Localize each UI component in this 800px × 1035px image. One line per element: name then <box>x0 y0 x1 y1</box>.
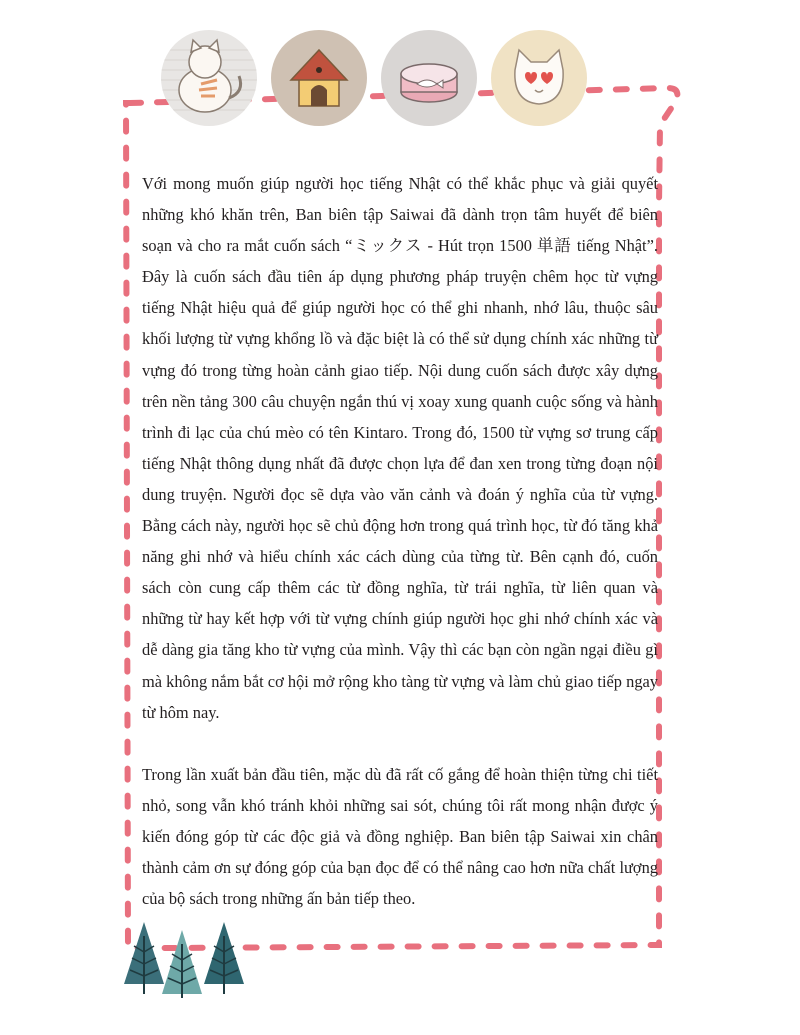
tree-icon <box>124 922 164 994</box>
heart-eyes-cat-icon <box>491 30 587 126</box>
preface-text <box>142 168 658 914</box>
tree-icon <box>204 922 244 994</box>
trees-decoration <box>120 918 260 998</box>
paragraph-2: Trong lần xuất bản đầu tiên, mặc dù đã rất cố gắng để hoàn thiện từng chi tiết nhỏ, song vẫn khó tránh khỏi những sai sót, chúng tôi rất mong nhận được ý kiến đóng góp từ các độc giả và đồng nghiệp. Ban biên tập Saiwai xin chân thành cảm ơn sự đóng góp của bạn đọc để có thể nâng cao hơn nữa chất lượng của bộ sách trong những ấn bản tiếp theo. <box>142 764 658 909</box>
paragraph-1: Với mong muốn giúp người học tiếng Nhật có thể khắc phục và giải quyết những khó khăn trên, Ban biên tập Saiwai đã dành trọn tâm huyết để biên soạn và cho ra mắt cuốn sách “ミックス - Hút trọn 1500 単語 tiếng Nhật”. Đây là cuốn sách đầu tiên áp dụng phương pháp truyện chêm học từ vựng tiếng Nhật hiệu quả để giúp người học có thể ghi nhanh, nhớ lâu, thuộc sâu khối lượng từ vựng khổng lồ và đặc biệt là có thể sử dụng chính xác những từ vựng đó trong từng hoàn cảnh giao tiếp. Nội dung cuốn sách được xây dựng trên nền tảng 300 câu chuyện ngắn thú vị xoay xung quanh cuộc sống và hành trình đi lạc của chú mèo có tên Kintaro. Trong đó, 1500 từ vựng sơ trung cấp tiếng Nhật thông dụng nhất đã được chọn lựa để đan xen trong từng đoạn nội dung truyện. Người đọc sẽ dựa vào văn cảnh và đoán ý nghĩa của từ vựng. Bằng cách này, người học sẽ chủ động hơn trong quá trình học, từ đó tăng khả năng ghi nhớ và hiểu chính xác cách dùng của từng từ. Bên cạnh đó, cuốn sách còn cung cấp thêm các từ đồng nghĩa, từ trái nghĩa, từ liên quan và những từ hay kết hợp với từ vựng chính giúp người học ghi nhớ chính xác và dễ dàng gia tăng kho từ vựng của mình. Vậy thì các bạn còn ngần ngại điều gì mà không nắm bắt cơ hội mở rộng kho tàng từ vựng và làm chủ giao tiếp ngay từ hôm nay. <box>142 174 658 722</box>
cat-back-icon <box>161 30 257 126</box>
fish-can-icon <box>381 30 477 126</box>
tree-icon <box>162 930 202 998</box>
doghouse-icon <box>271 30 367 126</box>
